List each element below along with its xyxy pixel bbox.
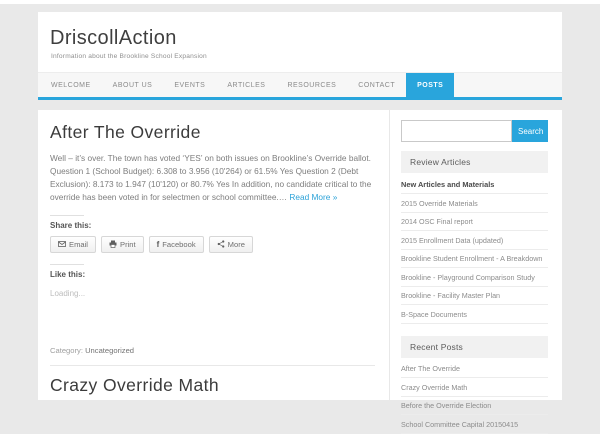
nav-item-about-us[interactable]: ABOUT US <box>112 81 153 89</box>
sidebar-link[interactable]: Brookline - Playground Comparison Study <box>401 268 548 287</box>
nav-item-posts[interactable]: POSTS <box>406 73 454 97</box>
post-excerpt <box>50 152 375 204</box>
facebook-icon: f <box>156 239 160 249</box>
search-input[interactable] <box>401 120 512 142</box>
post-separator <box>50 365 375 366</box>
email-icon <box>58 240 66 248</box>
sidebar-link[interactable]: 2015 Override Materials <box>401 194 548 213</box>
share-button-label: Email <box>69 239 88 249</box>
search-form <box>401 120 548 142</box>
nav-accent-bar <box>38 97 562 100</box>
sidebar-link[interactable]: Brookline Student Enrollment - A Breakdown <box>401 250 548 269</box>
recent-posts-list <box>401 360 548 434</box>
search-button[interactable]: Search <box>512 120 548 142</box>
category-label: Category: <box>50 345 83 355</box>
sidebar-link[interactable]: 2014 OSC Final report <box>401 213 548 232</box>
like-divider <box>50 264 84 265</box>
nav-item-articles[interactable]: ARTICLES <box>227 81 266 89</box>
share-this-heading: Share this: <box>50 220 92 230</box>
sidebar-link[interactable]: Crazy Override Math <box>401 378 548 397</box>
share-button-label: Facebook <box>162 239 196 249</box>
nav-item-contact[interactable]: CONTACT <box>358 81 396 89</box>
main-nav <box>38 72 562 97</box>
like-this-heading: Like this: <box>50 269 86 279</box>
nav-item-resources[interactable]: RESOURCES <box>287 81 337 89</box>
share-print-button[interactable] <box>101 236 144 253</box>
main-column <box>38 110 390 400</box>
widget-title-recent-posts: Recent Posts <box>401 336 548 358</box>
sidebar-link[interactable]: Before the Override Election <box>401 397 548 416</box>
share-button-label: More <box>227 239 245 249</box>
print-icon <box>109 240 117 248</box>
read-more-link[interactable]: Read More » <box>289 191 338 202</box>
category-link[interactable]: Uncategorized <box>85 345 135 355</box>
sidebar-link[interactable]: School Committee Capital 20150415 <box>401 415 548 434</box>
like-loading-status: Loading... <box>50 288 86 298</box>
post-title[interactable]: Crazy Override Math <box>50 374 220 395</box>
share-button-label: Print <box>120 239 136 249</box>
sidebar-link[interactable]: 2015 Enrollment Data (updated) <box>401 231 548 250</box>
top-strip <box>0 0 600 4</box>
list-section-header: New Articles and Materials <box>401 175 548 194</box>
review-articles-list <box>401 175 548 324</box>
post-title[interactable]: After The Override <box>50 122 201 142</box>
site-header <box>38 12 562 72</box>
nav-item-events[interactable]: EVENTS <box>174 81 206 89</box>
sidebar-link[interactable]: B-Space Documents <box>401 305 548 324</box>
sidebar <box>391 110 562 429</box>
share-divider <box>50 215 84 216</box>
excerpt-text: Well – it’s over. The town has voted ‘YES’ on both issues on Brookline’s Override ballot. Question 1 (School Budget): 6.308 to 3.956 (10'264) or 61.5% Yes Question 2 (Debt Exclusion): 8.173 to 1.947 (10'120) or 80.7% Yes In addition, no candidate critical to the override has been voted in for selectmen or school committee.… <box>50 153 372 202</box>
sidebar-link[interactable]: After The Override <box>401 360 548 379</box>
more-icon <box>217 240 225 248</box>
share-buttons-row <box>50 236 375 253</box>
site-title[interactable]: DriscollAction <box>50 27 177 49</box>
share-email-button[interactable] <box>50 236 96 253</box>
site-tagline: Information about the Brookline School Expansion <box>51 53 207 60</box>
sidebar-link[interactable]: Brookline - Facility Master Plan <box>401 287 548 306</box>
share-facebook-button[interactable] <box>149 236 204 253</box>
nav-item-welcome[interactable]: WELCOME <box>51 81 91 89</box>
category-line <box>50 346 375 355</box>
share-more-button[interactable] <box>209 236 253 253</box>
widget-title-review-articles: Review Articles <box>401 151 548 173</box>
content-area <box>38 110 562 429</box>
